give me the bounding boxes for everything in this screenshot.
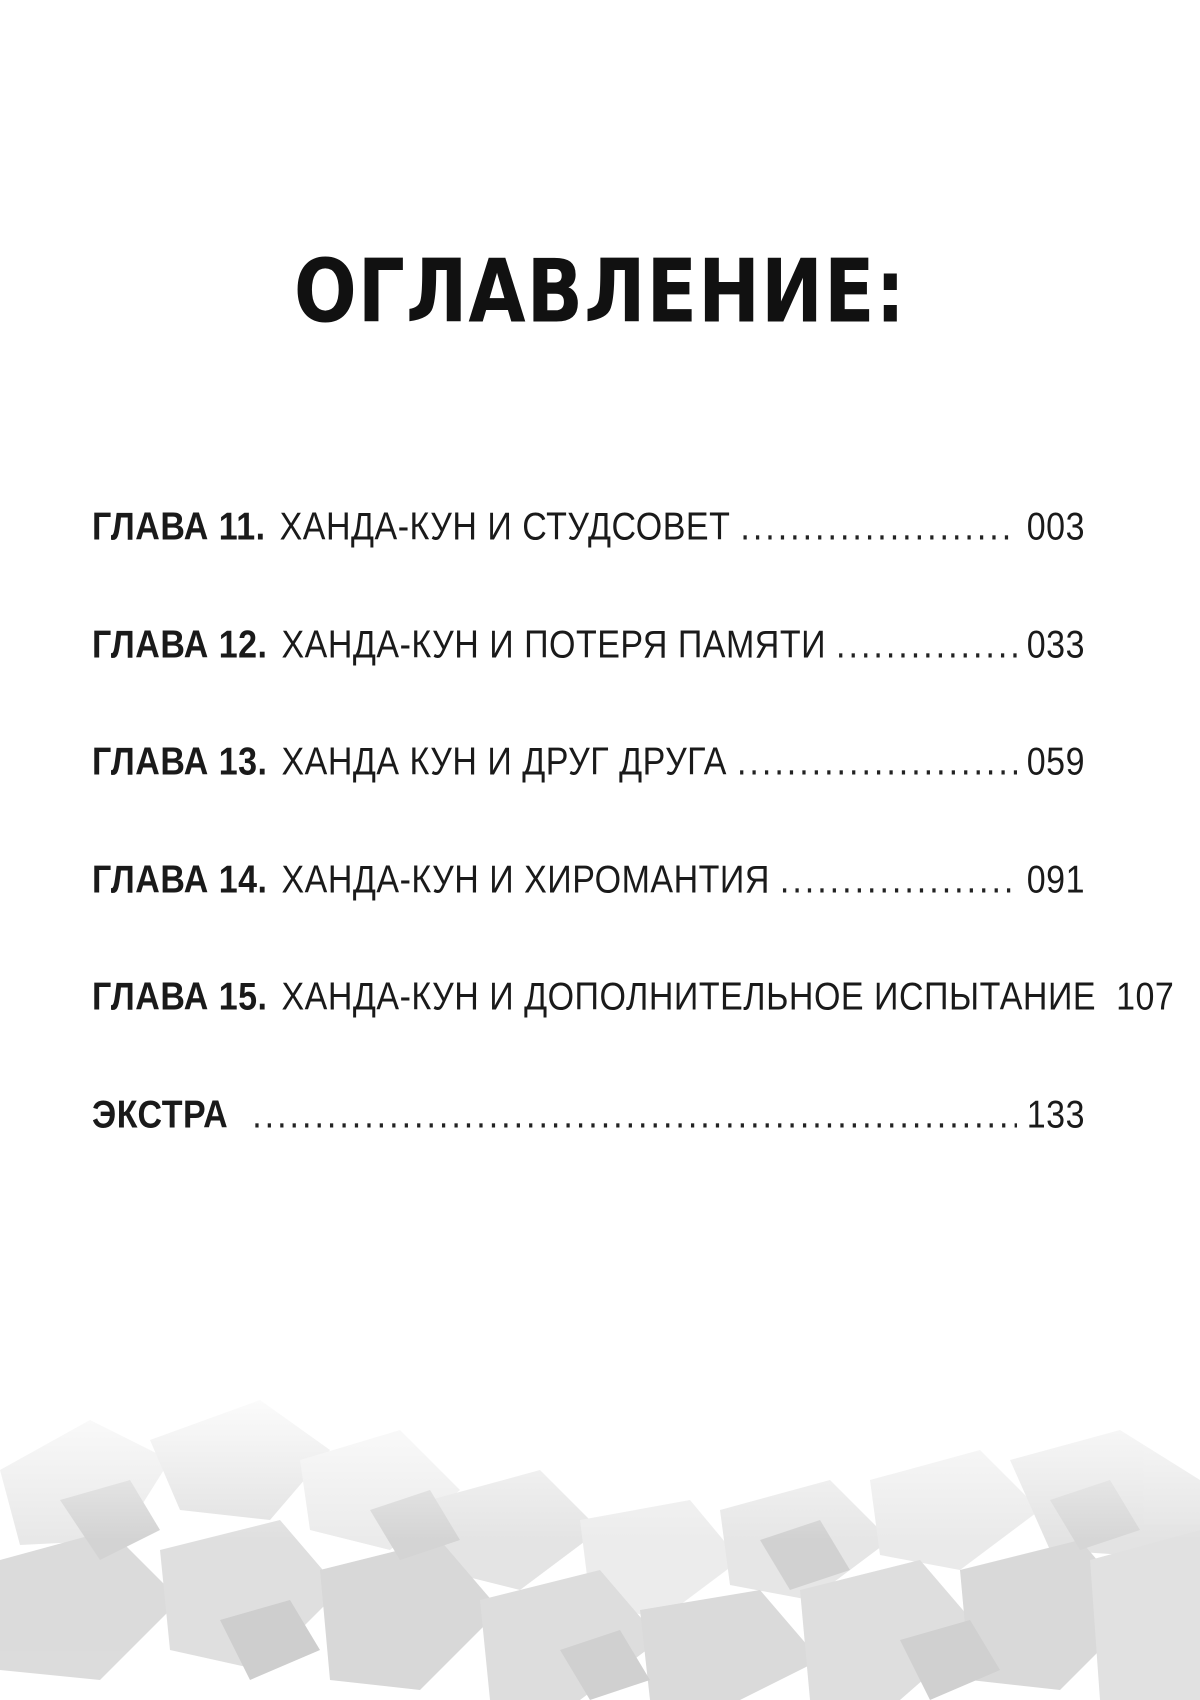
toc-entry-extra[interactable] — [92, 1093, 1085, 1228]
page-number: 107 — [1116, 975, 1175, 1019]
dot-leader — [737, 740, 1017, 785]
chapter-title: ХАНДА-КУН И ДОПОЛНИТЕЛЬНОЕ ИСПЫТАНИЕ — [281, 975, 1097, 1019]
chapter-label: ГЛАВА 15. — [92, 975, 268, 1019]
chapter-label: ГЛАВА 12. — [92, 622, 268, 667]
dot-leader — [252, 1093, 1017, 1138]
chapter-title: ХАНДА-КУН И ПОТЕРЯ ПАМЯТИ — [281, 622, 827, 667]
chapter-label: ГЛАВА 13. — [92, 740, 268, 784]
toc-entry-chapter-15[interactable] — [92, 975, 1175, 1110]
dot-leader — [836, 623, 1017, 668]
toc-entry-chapter-11[interactable] — [92, 505, 1085, 640]
page-number: 059 — [1026, 740, 1085, 784]
chapter-title: ХАНДА-КУН И СТУДСОВЕТ — [279, 505, 731, 549]
chapter-title: ХАНДА КУН И ДРУГ ДРУГА — [281, 740, 727, 784]
dot-leader — [780, 858, 1017, 903]
toc-entry-chapter-12[interactable] — [92, 623, 1085, 758]
table-of-contents — [92, 505, 1175, 1210]
page-number: 091 — [1026, 857, 1085, 902]
chapter-title: ХАНДА-КУН И ХИРОМАНТИЯ — [281, 857, 770, 902]
chapter-label: ГЛАВА 14. — [92, 857, 268, 902]
page-title: ОГЛАВЛЕНИЕ: — [293, 241, 907, 343]
chapter-label: ГЛАВА 11. — [92, 505, 266, 549]
page-number: 003 — [1026, 505, 1085, 549]
chapter-label: ЭКСТРА — [92, 1092, 229, 1137]
dot-leader — [740, 505, 1016, 550]
toc-entry-chapter-13[interactable] — [92, 740, 1085, 875]
toc-entry-chapter-14[interactable] — [92, 858, 1085, 993]
page-number: 033 — [1026, 622, 1085, 667]
page-number: 133 — [1026, 1092, 1085, 1137]
